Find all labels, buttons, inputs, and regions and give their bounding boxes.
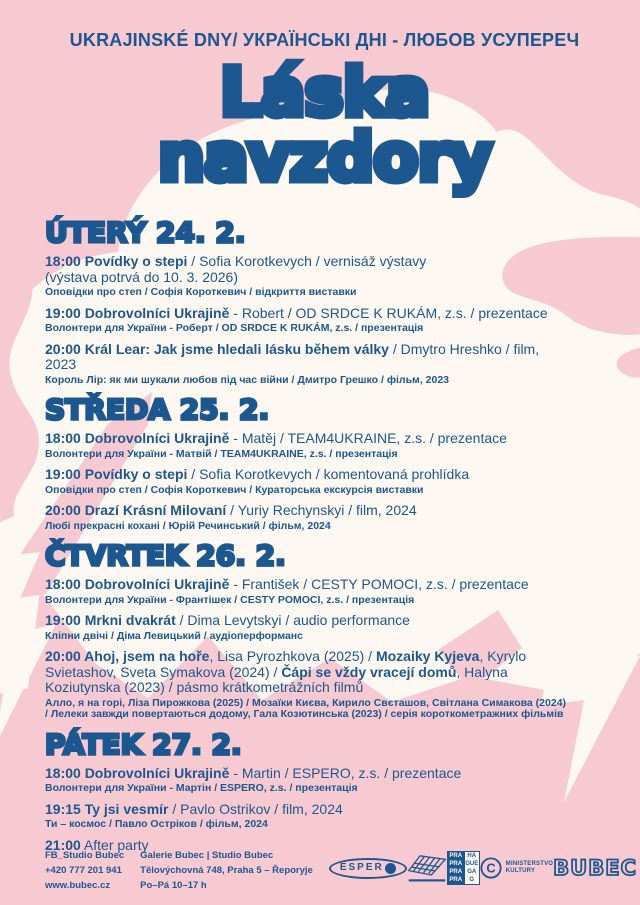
day-heading: ÚTERÝ 24. 2. (45, 216, 246, 249)
event-line (45, 503, 570, 519)
event-line (45, 577, 570, 593)
day-section (45, 727, 604, 854)
footer-website: www.bubec.cz (45, 880, 111, 891)
day-section (45, 218, 604, 386)
praha-cell-right: G (464, 876, 479, 884)
event-translation: Король Лір: як ми шукали любов під час війни / Дмитро Грешко / фільм, 2023 (45, 373, 450, 386)
footer-venue: Galerie Bubec | Studio Bubec (140, 850, 274, 861)
roof-pattern-logo (407, 852, 447, 884)
event-line (45, 802, 570, 818)
nadace-caption-bar (408, 879, 445, 881)
ministry-text (506, 861, 553, 875)
event-line (45, 613, 570, 629)
praha-logo (447, 851, 480, 885)
event-item (45, 503, 570, 532)
ministry-line-2: KULTURY (505, 868, 536, 874)
praha-logo-row (448, 852, 479, 860)
event-line (45, 306, 570, 322)
title-line-2: navzdory (157, 119, 492, 196)
event-text: , Halyna Koziutynska (2023) / pásmo krátkometrážních filmů (45, 663, 508, 695)
event-item (45, 342, 570, 387)
day-section (45, 395, 604, 532)
event-line (45, 766, 570, 782)
event-translation: Волонтери для України - Матвій / TEAM4UKRAINE, z.s. / презентація (45, 447, 398, 460)
event-line (45, 649, 570, 696)
event-text: , Kyrylo Svietashov, Sveta Symakova (2024) / (45, 648, 527, 680)
event-item (45, 649, 570, 721)
poster-title (45, 54, 604, 196)
praha-cell-right: HA (464, 852, 479, 860)
event-translation: Оповідки про степ / Софія Короткевич / відкриття виставки (45, 286, 357, 298)
event-text: Čápi se vždy vracejí domů (281, 663, 457, 680)
event-text: / Sofia Korotkevych / vernisáž výstavy (187, 253, 427, 269)
event-item (45, 802, 570, 831)
event-text: 20:00 Drazí Krásní Milovaní (45, 502, 227, 518)
event-text: 18:00 Dobrovolníci Ukrajině (45, 430, 230, 446)
event-text: 20:00 Král Lear: Jak jsme hledali lásku během války (45, 340, 389, 357)
event-text: / Dima Levytskyi / audio performance (175, 612, 410, 628)
event-translation: Ти – космос / Павло Остріков / фільм, 2024 (45, 818, 268, 830)
event-translation: Волонтери для України - Роберт / OD SRDCE K RUKÁM, z.s. / презентація (45, 322, 424, 334)
banner: UKRAJINSKÉ DNY/ УКРАЇНСЬКІ ДНІ - ЛЮБОВ УСУПЕРЕЧ (69, 30, 580, 50)
event-text: 18:00 Povídky o stepi (45, 253, 188, 269)
event-line-2: (výstava potrvá do 10. 3. 2026) (45, 268, 238, 285)
footer-street: Tělovýchovná 748, Praha 5 – Řeporyje (140, 865, 313, 876)
event-translation: Кліпни двічі / Діма Левицький / аудіоперформанс (45, 629, 303, 642)
espero-o-icon (385, 863, 396, 874)
event-text: Mozaiky Kyjeva (375, 648, 480, 664)
day-heading: PÁTEK 27. 2. (45, 727, 242, 761)
event-text: After party (80, 836, 149, 853)
event-translation: Алло, я на горі, Ліза Пирожкова (2025) / Мозаїки Києва, Кирило Свєташов, Світлана Симакова (2024) / Лелеки завжди повертаються додому, Гала Козютинська (2023) / серія короткометражних фільмів (45, 696, 567, 720)
event-item (45, 577, 570, 606)
event-translation: Волонтери для України - Франтішек / CESTY POMOCI, z.s. / презентація (45, 593, 415, 606)
praha-logo-row (448, 868, 479, 876)
event-text: 18:00 Dobrovolníci Ukrajině (45, 576, 230, 592)
event-text: 21:00 (45, 836, 81, 853)
event-text: 20:00 Ahoj, jsem na hoře (45, 648, 210, 664)
svg-text:C: C (486, 860, 496, 876)
ministry-line-1: MINISTERSTVO (505, 861, 554, 867)
event-line (45, 467, 570, 483)
praha-cell-right: GUE (465, 861, 479, 867)
event-text: / Sofia Korotkevych / komentovaná prohlídka (187, 466, 470, 482)
event-text: / Dmytro Hreshko / film, 2023 (45, 340, 540, 372)
footer-hours: Po–Pá 10–17 h (140, 880, 207, 891)
praha-cell-left: PRA (449, 869, 463, 875)
event-text: - Robert / OD SRDCE K RUKÁM, z.s. / prezentace (229, 304, 548, 321)
event-item (45, 467, 570, 496)
day-heading: STŘEDA 25. 2. (45, 393, 270, 426)
ministry-logo (480, 857, 553, 879)
footer-facebook: FB_Studio Bubec (45, 850, 125, 861)
event-text: / Pavlo Ostrikov / film, 2024 (168, 800, 343, 817)
footer-address (140, 848, 313, 893)
bubec-logo: BUBEC (553, 855, 637, 880)
c-mark-icon (480, 857, 502, 879)
footer (45, 848, 637, 893)
day-section (45, 541, 604, 721)
espero-logo (329, 858, 407, 879)
footer-contact (45, 848, 124, 893)
praha-cell-right: GA (464, 868, 479, 876)
event-text: / Yuriy Rechynskyi / film, 2024 (226, 502, 417, 518)
event-text: 18:00 Dobrovolníci Ukrajině (45, 764, 230, 781)
footer-phone: +420 777 201 941 (45, 865, 122, 876)
event-line (45, 254, 570, 270)
event-translation: Волонтери для України - Мартін / ESPERO, z.s. / презентація (45, 782, 358, 794)
event-text: 19:15 Ty jsi vesmír (45, 800, 169, 817)
praha-logo-row (448, 860, 479, 868)
event-item (45, 254, 570, 299)
event-text: - Martin / ESPERO, z.s. / prezentace (229, 764, 462, 781)
event-item (45, 766, 570, 795)
praha-cell-left: PRA (449, 853, 463, 859)
event-text: - František / CESTY POMOCI, z.s. / prezentace (229, 576, 529, 592)
praha-cell-left: PRA (449, 877, 463, 883)
schedule (45, 218, 604, 853)
event-item (45, 431, 570, 460)
day-heading: ČTVRTEK 26. 2. (45, 539, 286, 572)
title-line-1: Láska (219, 54, 430, 131)
event-item (45, 306, 570, 335)
event-line (45, 342, 570, 373)
event-text: 19:00 Mrkni dvakrát (45, 612, 176, 628)
event-text: 19:00 Povídky o stepi (45, 466, 188, 482)
event-translation: Оповідки про степ / Софія Короткевич / Кураторська екскурсія виставки (45, 483, 424, 496)
event-text: - Matěj / TEAM4UKRAINE, z.s. / prezentace (229, 430, 507, 446)
praha-cell-left: PRA (449, 861, 463, 867)
event-line (45, 431, 570, 447)
event-item (45, 613, 570, 642)
espero-logo-text: ESPER (339, 862, 384, 873)
praha-logo-row (448, 876, 479, 884)
event-text: , Lisa Pyrozhkova (2025) / (209, 648, 376, 664)
event-text: 19:00 Dobrovolníci Ukrajině (45, 304, 230, 321)
partner-logos (329, 851, 637, 885)
event-translation: Любі прекрасні кохані / Юрій Речинський / фільм, 2024 (45, 519, 331, 532)
